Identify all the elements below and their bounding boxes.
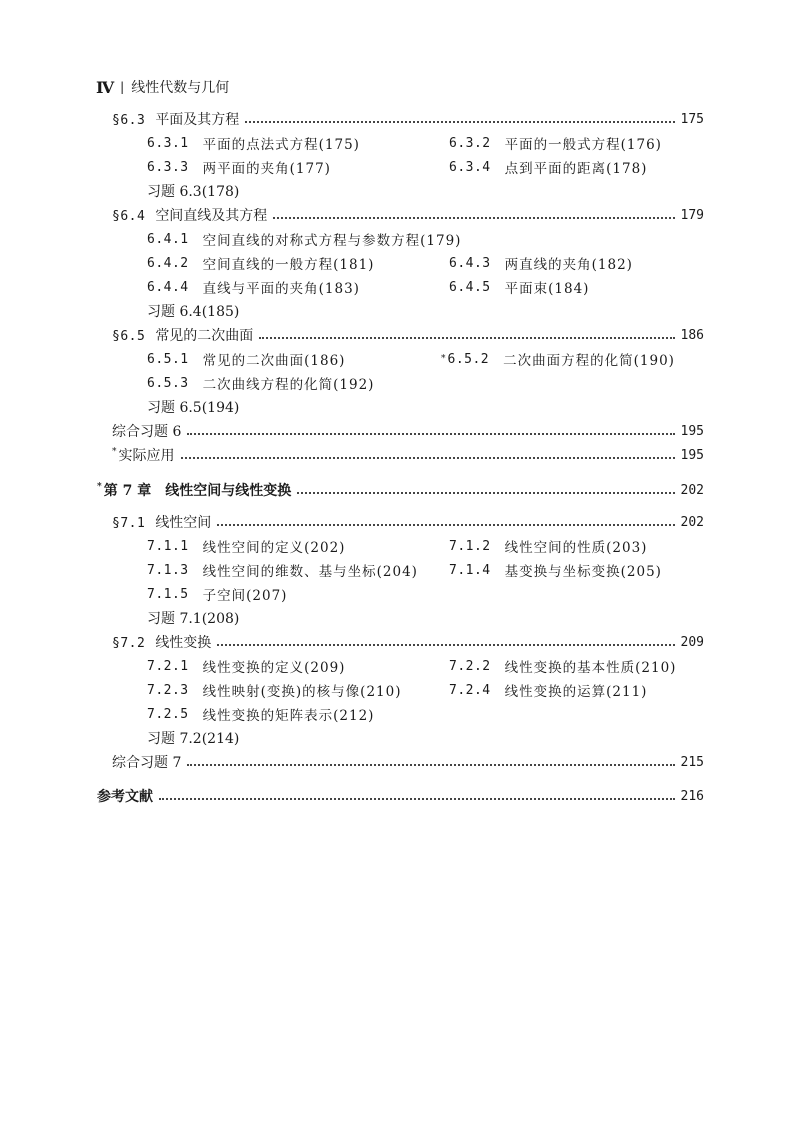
toc-subsection-entry[interactable]	[147, 131, 360, 155]
subsection-number: 7.2.4	[449, 682, 491, 698]
page-number: 175	[680, 111, 704, 127]
toc-subsection-entry[interactable]	[147, 227, 461, 251]
toc-subsection-entry[interactable]	[147, 534, 345, 558]
subsection-title: 平面束(184)	[504, 281, 590, 297]
section-title: 平面及其方程	[155, 112, 240, 128]
page-number: 215	[680, 754, 704, 770]
toc-subsection-entry[interactable]	[147, 702, 374, 726]
toc-subsection-entry[interactable]	[449, 251, 633, 275]
subsection-number: 7.2.2	[449, 658, 491, 674]
dot-leader	[259, 337, 674, 339]
subsection-number: 6.4.5	[449, 279, 491, 295]
review-title: 综合习题 7	[112, 755, 182, 771]
subsection-number: 6.4.3	[449, 255, 491, 271]
subsection-number: 6.3.1	[147, 135, 189, 151]
page-number: 202	[680, 482, 704, 498]
subsection-number: 6.4.2	[147, 255, 189, 271]
optional-marker: *	[112, 447, 117, 458]
toc-section-entry[interactable]	[112, 203, 704, 227]
subsection-title: 线性变换的矩阵表示(212)	[202, 708, 375, 724]
toc-subsection-entry[interactable]	[147, 582, 287, 606]
subsection-title: 线性空间的性质(203)	[504, 540, 648, 556]
toc-subsection-entry[interactable]	[147, 347, 345, 371]
toc-subsection-entry[interactable]	[449, 275, 589, 299]
subsection-number: 6.4.4	[147, 279, 189, 295]
toc-section-entry[interactable]	[112, 107, 704, 131]
toc-section-entry[interactable]	[112, 323, 704, 347]
page-number: 195	[680, 423, 704, 439]
section-title: 空间直线及其方程	[155, 208, 268, 224]
toc-subsection-entry[interactable]	[147, 678, 401, 702]
optional-marker: *	[441, 354, 446, 364]
running-head	[96, 76, 229, 98]
subsection-title: 线性映射(变换)的核与像(210)	[202, 684, 402, 700]
section-title: 常见的二次曲面	[155, 328, 254, 344]
subsection-number: 6.3.2	[449, 135, 491, 151]
section-title: 线性空间	[155, 515, 212, 531]
toc-section-entry[interactable]	[112, 510, 704, 534]
section-title: 线性变换	[155, 635, 212, 651]
subsection-number: 7.1.3	[147, 562, 189, 578]
subsection-number: 6.5.3	[147, 375, 189, 391]
page-roman-numeral: Ⅳ	[96, 77, 114, 97]
review-heading	[112, 421, 181, 441]
subsection-title: 基变换与坐标变换(205)	[504, 564, 662, 580]
page-number: 216	[680, 788, 704, 804]
page-number: 209	[680, 634, 704, 650]
exercise-title: 习题 6.5(194)	[147, 400, 240, 416]
subsection-title: 二次曲线方程的化简(192)	[202, 377, 375, 393]
section-number: §6.3	[112, 113, 146, 128]
toc-subsection-entry[interactable]	[449, 558, 662, 582]
dot-leader	[181, 457, 675, 459]
dot-leader	[187, 433, 674, 435]
toc-subsection-entry[interactable]	[449, 155, 647, 179]
subsection-title: 平面的一般式方程(176)	[504, 137, 662, 153]
subsection-title: 两直线的夹角(182)	[504, 257, 633, 273]
toc-subsection-entry[interactable]	[449, 654, 676, 678]
toc-exercise-entry[interactable]	[147, 299, 239, 323]
toc-references-entry[interactable]	[97, 784, 704, 808]
dot-leader	[187, 764, 674, 766]
review-heading	[112, 752, 181, 772]
toc-review-entry[interactable]	[112, 750, 704, 774]
toc-subsection-entry[interactable]	[147, 275, 360, 299]
page-number: 186	[680, 327, 704, 343]
subsection-number: 7.1.1	[147, 538, 189, 554]
exercise-title: 习题 6.3(178)	[147, 184, 240, 200]
subsection-title: 空间直线的一般方程(181)	[202, 257, 375, 273]
dot-leader	[159, 798, 675, 800]
toc-exercise-entry[interactable]	[147, 179, 239, 203]
subsection-title: 线性变换的运算(211)	[504, 684, 648, 700]
subsection-number: 6.3.4	[449, 159, 491, 175]
toc-exercise-entry[interactable]	[147, 606, 239, 630]
toc-review-entry[interactable]	[112, 419, 704, 443]
subsection-title: 线性空间的维数、基与坐标(204)	[202, 564, 418, 580]
section-number: §7.1	[112, 516, 146, 531]
section-number: §6.4	[112, 209, 146, 224]
subsection-title: 直线与平面的夹角(183)	[202, 281, 360, 297]
subsection-number: 6.5.1	[147, 351, 189, 367]
toc-section-entry[interactable]	[112, 630, 704, 654]
subsection-number: 7.2.3	[147, 682, 189, 698]
exercise-title: 习题 7.1(208)	[147, 611, 240, 627]
toc-subsection-entry[interactable]	[449, 534, 647, 558]
review-heading	[112, 445, 175, 465]
running-head-separator: |	[120, 80, 125, 94]
toc-subsection-entry[interactable]	[147, 558, 418, 582]
toc-exercise-entry[interactable]	[147, 726, 239, 750]
dot-leader	[297, 492, 674, 494]
subsection-title: 线性空间的定义(202)	[202, 540, 346, 556]
toc-subsection-entry[interactable]	[147, 371, 374, 395]
page-number: 202	[680, 514, 704, 530]
references-heading	[97, 786, 153, 806]
book-title: 线性代数与几何	[131, 80, 230, 96]
toc-review-entry[interactable]	[112, 443, 704, 467]
dot-leader	[217, 644, 674, 646]
page-number: 179	[680, 207, 704, 223]
exercise-title: 习题 6.4(185)	[147, 304, 240, 320]
subsection-number: 7.1.2	[449, 538, 491, 554]
subsection-number: 7.2.1	[147, 658, 189, 674]
dot-leader	[245, 121, 674, 123]
subsection-title: 线性变换的定义(209)	[202, 660, 346, 676]
section-heading	[112, 205, 267, 225]
subsection-title: 平面的点法式方程(175)	[202, 137, 360, 153]
dot-leader	[273, 217, 674, 219]
toc-chapter-entry[interactable]	[97, 478, 704, 502]
subsection-number: 7.1.5	[147, 586, 189, 602]
subsection-title: 点到平面的距离(178)	[504, 161, 648, 177]
chapter-heading	[97, 480, 291, 500]
toc-exercise-entry[interactable]	[147, 395, 239, 419]
toc-subsection-entry[interactable]	[441, 347, 675, 371]
subsection-title: 空间直线的对称式方程与参数方程(179)	[202, 233, 462, 249]
subsection-number: 7.2.5	[147, 706, 189, 722]
subsection-title: 子空间(207)	[202, 588, 288, 604]
exercise-title: 习题 7.2(214)	[147, 731, 240, 747]
toc-subsection-entry[interactable]	[449, 131, 662, 155]
subsection-title: 线性变换的基本性质(210)	[504, 660, 677, 676]
subsection-number: 6.5.2	[447, 351, 490, 367]
section-number: §6.5	[112, 329, 146, 344]
dot-leader	[217, 524, 674, 526]
toc-subsection-entry[interactable]	[147, 155, 331, 179]
chapter-title: 第 7 章 线性空间与线性变换	[103, 483, 292, 499]
section-number: §7.2	[112, 636, 146, 651]
subsection-title: 两平面的夹角(177)	[202, 161, 331, 177]
subsection-title: 常见的二次曲面(186)	[202, 353, 346, 369]
section-heading	[112, 512, 211, 532]
optional-marker: *	[97, 482, 102, 493]
review-title: 综合习题 6	[112, 424, 182, 440]
toc-subsection-entry[interactable]	[147, 654, 345, 678]
section-heading	[112, 109, 239, 129]
toc-subsection-entry[interactable]	[147, 251, 374, 275]
section-heading	[112, 632, 211, 652]
toc-subsection-entry[interactable]	[449, 678, 647, 702]
review-title: 实际应用	[118, 448, 175, 464]
section-heading	[112, 325, 253, 345]
subsection-number: 6.4.1	[147, 231, 189, 247]
subsection-number: 6.3.3	[147, 159, 189, 175]
page-number: 195	[680, 447, 704, 463]
references-title: 参考文献	[97, 789, 153, 805]
subsection-title: 二次曲面方程的化简(190)	[503, 353, 675, 369]
subsection-number: 7.1.4	[449, 562, 491, 578]
